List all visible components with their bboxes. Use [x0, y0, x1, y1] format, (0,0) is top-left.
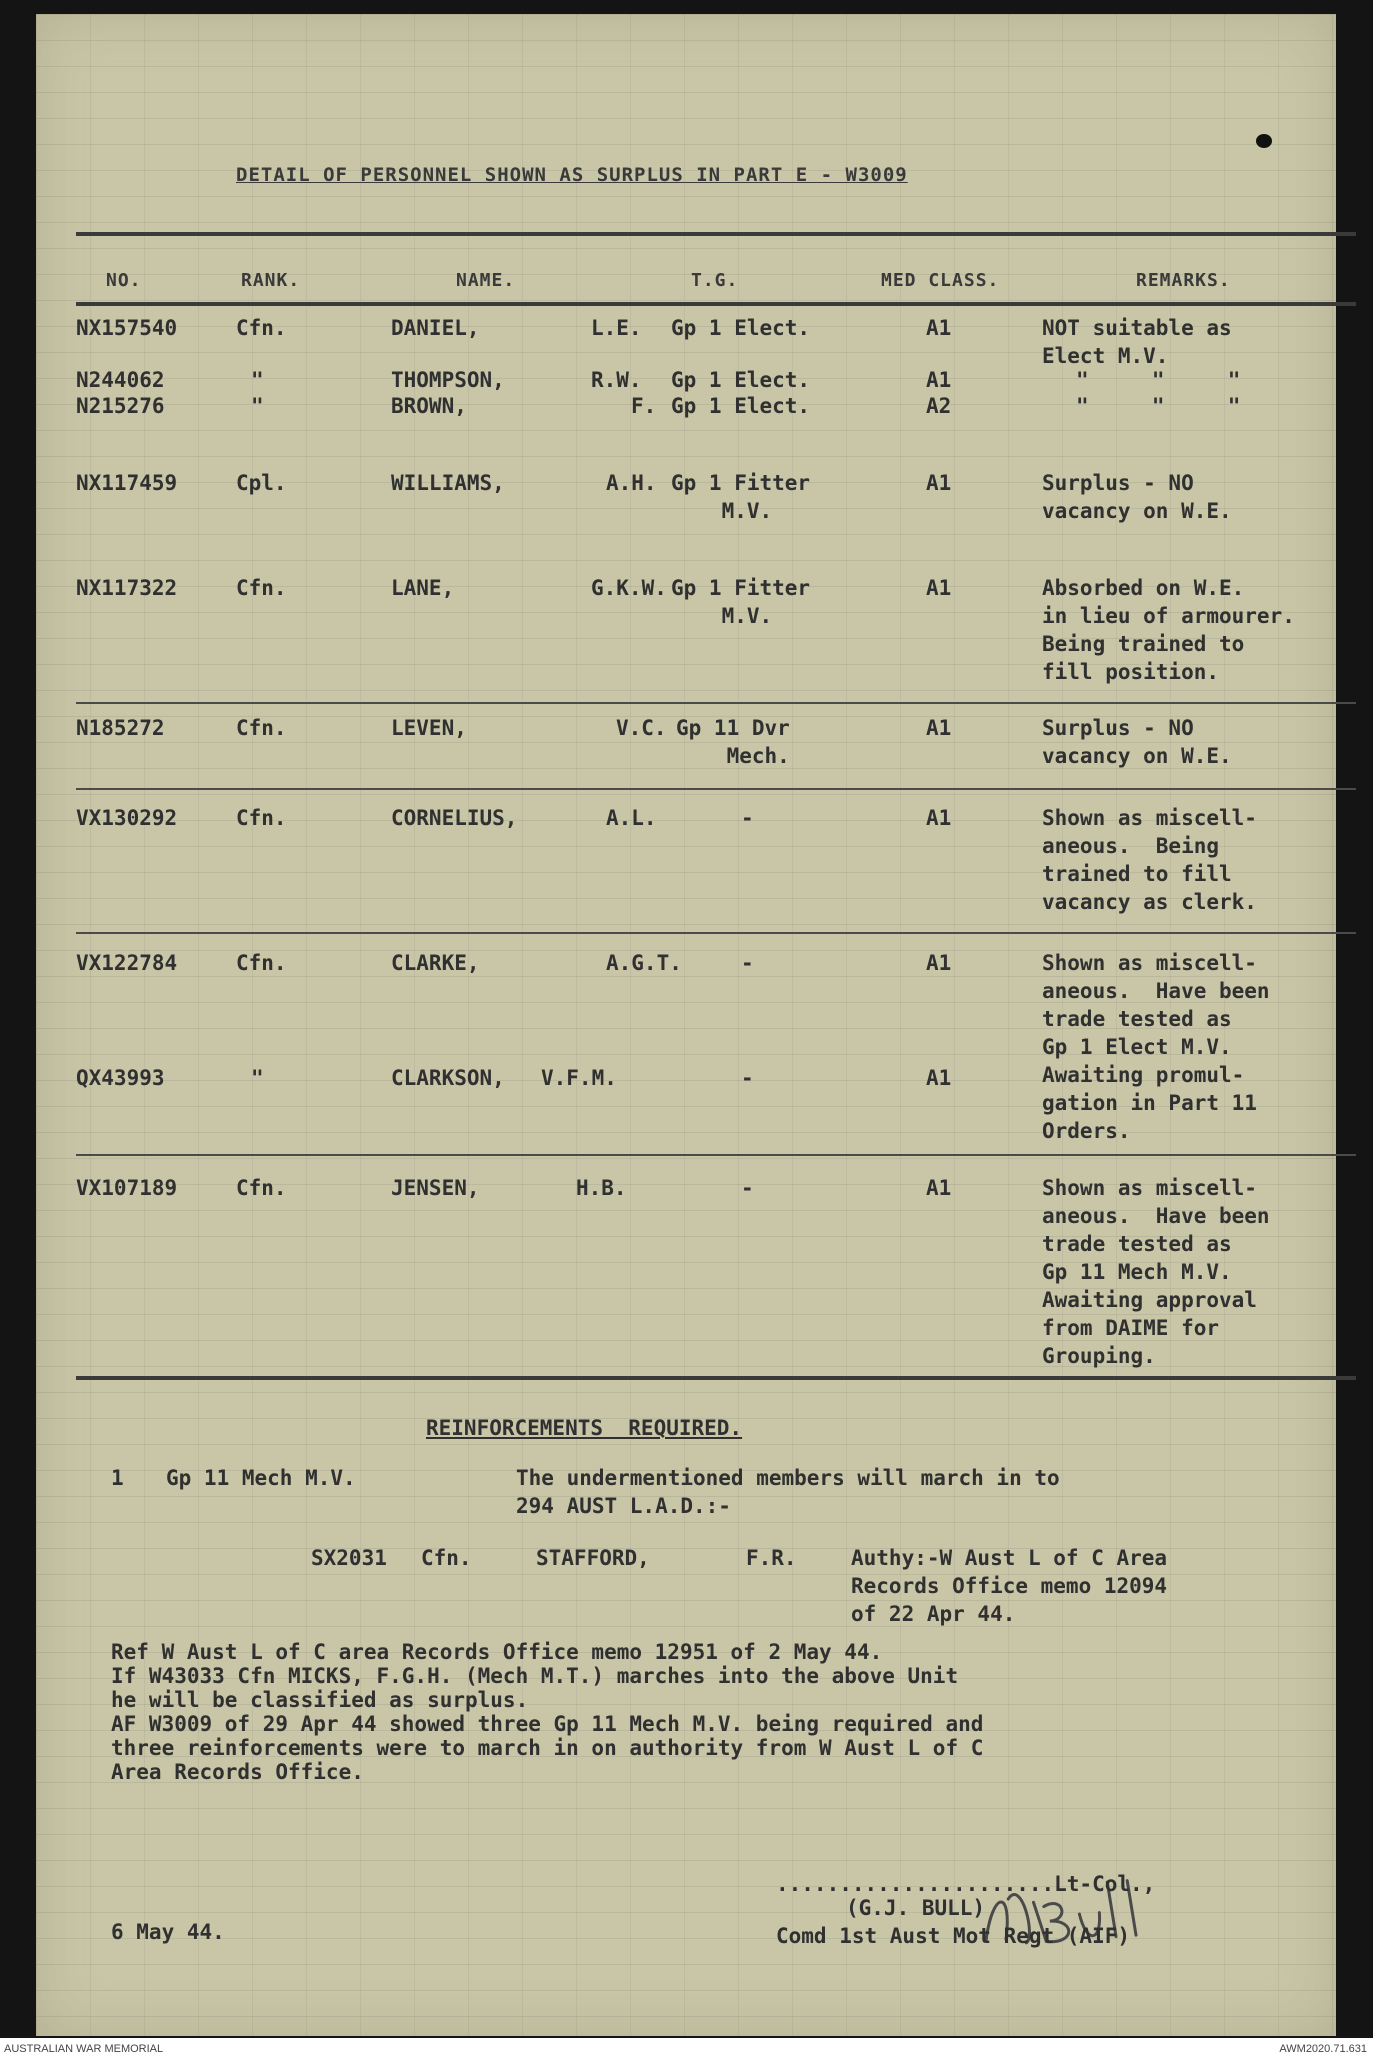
- row-rank: Cfn.: [236, 951, 287, 975]
- row-tg: Gp 1 Elect.: [671, 394, 811, 418]
- row-name: CLARKE,: [391, 951, 480, 975]
- signatory-command: Comd 1st Aust Mot Regt (AIF): [776, 1924, 1131, 1948]
- document-title: DETAIL OF PERSONNEL SHOWN AS SURPLUS IN PART E - W3009: [236, 164, 908, 186]
- archive-accession: AWM2020.71.631: [1279, 2043, 1367, 2055]
- row-initials: R.W.: [591, 368, 642, 392]
- row-remarks: Shown as miscell- aneous. Have been trade tested as Gp 11 Mech M.V. Awaiting approval from DAIME for Grouping.: [1042, 1176, 1270, 1368]
- notes-paragraph: Ref W Aust L of C area Records Office memo 12951 of 2 May 44. If W43033 Cfn MICKS, F.G.H. (Mech M.T.) marches into the above Unit he will be classified as surplus. AF W3009 of 29 Apr 44 showed three Gp 11 Mech M.V. being required and three reinforcements were to march in on authority from W Aust L of C Area Records Office.: [111, 1640, 984, 1784]
- archive-institution: AUSTRALIAN WAR MEMORIAL: [4, 2043, 164, 2055]
- row-tg: Gp 1 Fitter M.V.: [671, 471, 811, 523]
- row-tg: -: [741, 1176, 754, 1200]
- header-tg: T.G.: [691, 270, 739, 291]
- row-no: VX107189: [76, 1176, 178, 1200]
- document-date: 6 May 44.: [111, 1920, 225, 1944]
- row-name: CORNELIUS,: [391, 806, 518, 830]
- row-med-class: A1: [926, 1176, 952, 1200]
- row-remarks: Surplus - NO vacancy on W.E.: [1042, 471, 1232, 523]
- row-rank: Cpl.: [236, 471, 287, 495]
- row-remarks: Awaiting promul- gation in Part 11 Orders.: [1042, 1063, 1257, 1143]
- member-name: STAFFORD,: [536, 1546, 650, 1570]
- row-divider: [76, 1154, 1356, 1156]
- row-initials: L.E.: [591, 316, 642, 340]
- row-initials: H.B.: [576, 1176, 627, 1200]
- member-rank: Cfn.: [421, 1546, 472, 1570]
- member-initials: F.R.: [746, 1546, 797, 1570]
- row-tg: Gp 1 Fitter M.V.: [671, 576, 811, 628]
- row-rank: Cfn.: [236, 576, 287, 600]
- row-no: NX117322: [76, 576, 178, 600]
- row-rank: Cfn.: [236, 806, 287, 830]
- row-initials: V.F.M.: [541, 1066, 617, 1090]
- row-remarks: " " ": [1076, 394, 1241, 418]
- row-remarks: Absorbed on W.E. in lieu of armourer. Being trained to fill position.: [1042, 576, 1295, 684]
- row-initials: A.H.: [606, 471, 657, 495]
- row-med-class: A1: [926, 576, 952, 600]
- row-med-class: A1: [926, 316, 952, 340]
- row-name: LANE,: [391, 576, 455, 600]
- row-divider: [76, 702, 1356, 704]
- member-authority: Authy:-W Aust L of C Area Records Office memo 12094 of 22 Apr 44.: [851, 1546, 1168, 1626]
- row-initials: G.K.W.: [591, 576, 667, 600]
- row-remarks: NOT suitable as Elect M.V.: [1042, 316, 1232, 368]
- reinforcements-heading: REINFORCEMENTS REQUIRED.: [426, 1416, 743, 1440]
- row-name: CLARKSON,: [391, 1066, 505, 1090]
- row-remarks: Shown as miscell- aneous. Have been trade tested as Gp 1 Elect M.V.: [1042, 951, 1270, 1059]
- row-med-class: A1: [926, 471, 952, 495]
- header-name: NAME.: [456, 270, 516, 291]
- row-med-class: A1: [926, 1066, 952, 1090]
- row-no: N185272: [76, 716, 165, 740]
- row-remarks: " " ": [1076, 368, 1241, 392]
- row-med-class: A1: [926, 716, 952, 740]
- row-tg: -: [741, 1066, 754, 1090]
- row-rank: ": [251, 1066, 264, 1090]
- row-initials: V.C.: [616, 716, 667, 740]
- row-no: VX122784: [76, 951, 178, 975]
- row-rank: Cfn.: [236, 1176, 287, 1200]
- row-name: WILLIAMS,: [391, 471, 505, 495]
- row-rank: Cfn.: [236, 316, 287, 340]
- row-rank: ": [251, 394, 264, 418]
- row-name: JENSEN,: [391, 1176, 480, 1200]
- row-med-class: A1: [926, 806, 952, 830]
- header-rank: RANK.: [241, 270, 301, 291]
- row-med-class: A1: [926, 951, 952, 975]
- signature-line: ......................Lt-Col.,: [776, 1872, 1156, 1896]
- row-name: THOMPSON,: [391, 368, 505, 392]
- row-initials: A.G.T.: [606, 951, 682, 975]
- row-no: NX157540: [76, 316, 178, 340]
- row-tg: Gp 1 Elect.: [671, 368, 811, 392]
- ink-blot: [1256, 134, 1272, 148]
- header-remarks: REMARKS.: [1136, 270, 1231, 291]
- member-no: SX2031: [311, 1546, 387, 1570]
- row-med-class: A2: [926, 394, 952, 418]
- row-name: DANIEL,: [391, 316, 480, 340]
- row-med-class: A1: [926, 368, 952, 392]
- row-divider: [76, 788, 1356, 790]
- row-initials: F.: [631, 394, 657, 418]
- reinforcements-trade: Gp 11 Mech M.V.: [166, 1466, 356, 1490]
- header-no: NO.: [106, 270, 142, 291]
- row-name: LEVEN,: [391, 716, 467, 740]
- row-tg: Gp 1 Elect.: [671, 316, 811, 340]
- row-initials: A.L.: [606, 806, 657, 830]
- row-no: NX117459: [76, 471, 178, 495]
- reinforcements-qty: 1: [111, 1466, 124, 1490]
- row-tg: Gp 11 Dvr Mech.: [676, 716, 790, 768]
- header-med-class: MED CLASS.: [881, 270, 1000, 291]
- row-no: QX43993: [76, 1066, 165, 1090]
- row-rank: ": [251, 368, 264, 392]
- row-tg: -: [741, 806, 754, 830]
- row-no: VX130292: [76, 806, 178, 830]
- header-rule-bottom: [76, 302, 1356, 306]
- row-name: BROWN,: [391, 394, 467, 418]
- row-tg: -: [741, 951, 754, 975]
- signatory-name: (G.J. BULL): [846, 1896, 986, 1920]
- row-divider: [76, 932, 1356, 934]
- row-remarks: Surplus - NO vacancy on W.E.: [1042, 716, 1232, 768]
- row-no: N215276: [76, 394, 165, 418]
- row-rank: Cfn.: [236, 716, 287, 740]
- document-sheet: [36, 14, 1336, 2036]
- archive-footer: [0, 2038, 1373, 2061]
- header-rule-top: [76, 232, 1356, 236]
- row-remarks: Shown as miscell- aneous. Being trained to fill vacancy as clerk.: [1042, 806, 1257, 914]
- reinforcements-intro: The undermentioned members will march in to 294 AUST L.A.D.:-: [516, 1466, 1060, 1518]
- row-no: N244062: [76, 368, 165, 392]
- table-rule-bottom: [76, 1376, 1356, 1380]
